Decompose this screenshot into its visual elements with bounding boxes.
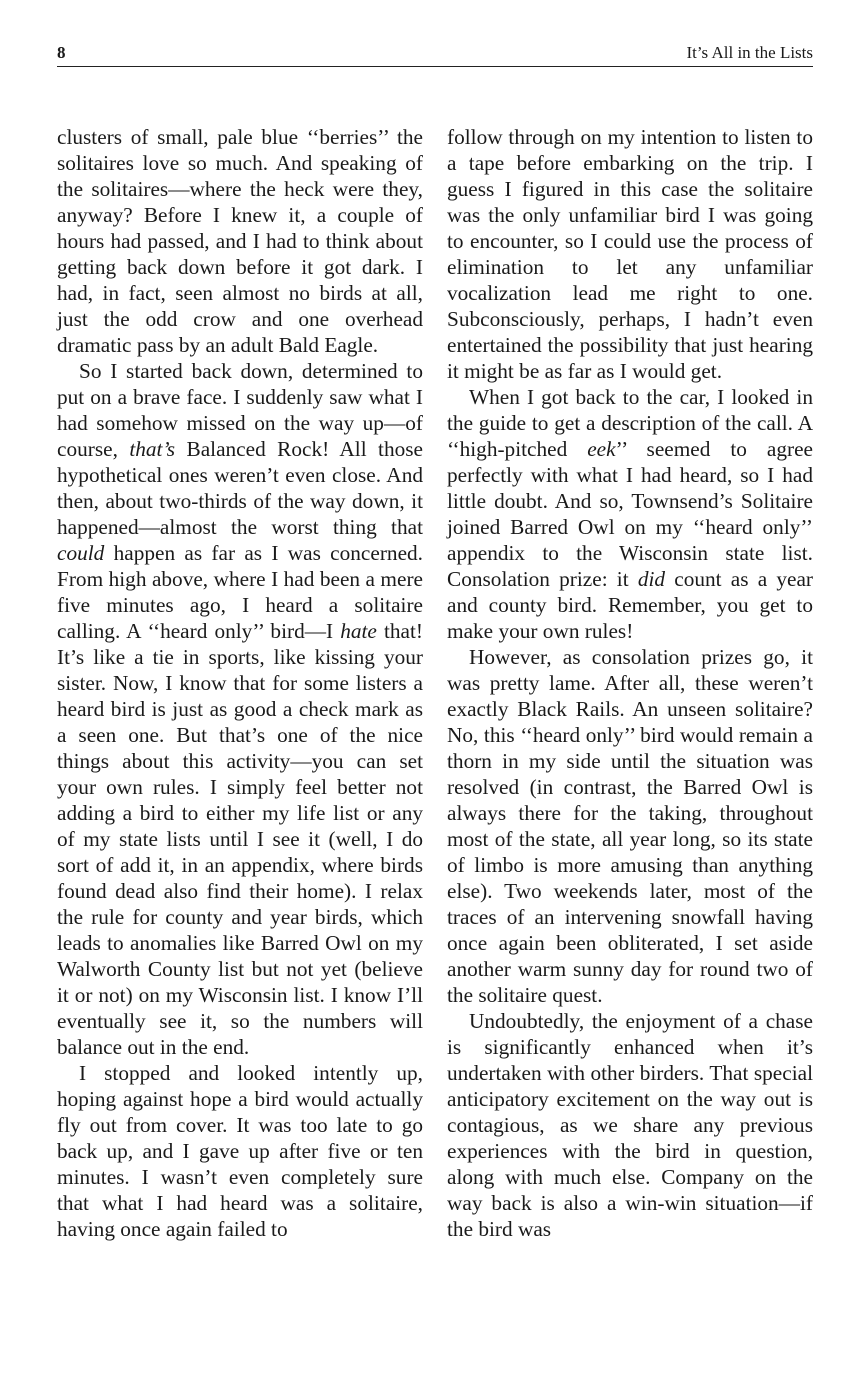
text-run: Undoubtedly, the enjoyment of a chase is significantly enhanced when it’s undertaken with other birders. That special anticipatory excitement on the way out is contagious, as we share any previous experiences with the bird in question, along with much else. Company on the way back is also a win-win situation—if the bird was	[447, 1009, 813, 1241]
continued-paragraph	[447, 124, 813, 384]
left-text-column	[57, 124, 423, 1242]
text-run: ’’ seemed to agree perfectly with what I had heard, so I had little doubt. And so, Townsend’s Solitaire joined Barred Owl on my ‘‘heard only’’ appendix to the Wisconsin state list. Consolation prize: it	[447, 437, 813, 591]
paragraph	[57, 358, 423, 1060]
text-run: I stopped and looked intently up, hoping against hope a bird would actually fly out from cover. It was too late to go back up, and I gave up after five or ten minutes. I wasn’t even completely sure that what I had heard was a solitaire, having once again failed to	[57, 1061, 423, 1241]
continued-paragraph	[57, 124, 423, 358]
text-run: When I got back to the car, I looked in the guide to get a description of the call. A ‘‘high-pitched	[447, 385, 813, 461]
text-run: that! It’s like a tie in sports, like kissing your sister. Now, I know that for some listers a heard bird is just as good a check mark as a seen one. But that’s one of the nice things about this activity—you can set your own rules. I simply feel better not adding a bird to either my life list or any of my state lists until I see it (well, I do sort of add it, in an appendix, where birds found dead also find their home). I relax the rule for county and year birds, which leads to anomalies like Barred Owl on my Walworth County list but not yet (believe it or not) on my Wisconsin list. I know I’ll eventually see it, so the numbers will balance out in the end.	[57, 619, 424, 1059]
italic-text: eek	[587, 437, 616, 461]
paragraph	[57, 1060, 423, 1242]
paragraph	[447, 1008, 813, 1242]
italic-text: could	[57, 541, 105, 565]
paragraph	[447, 644, 813, 1008]
text-run: Balanced Rock! All those hypothetical ones weren’t even close. And then, about two-thirds of the way down, it happened—almost the worst thing that	[57, 437, 423, 539]
text-run: follow through on my intention to listen to a tape before embarking on the trip. I guess I figured in this case the solitaire was the only unfamiliar bird I was going to encounter, so I could use the process of elimination to let any unfamiliar vocalization lead me right to one. Subconsciously, perhaps, I hadn’t even entertained the possibility that just hearing it might be as far as I would get.	[447, 125, 813, 383]
text-run: clusters of small, pale blue ‘‘berries’’ the solitaires love so much. And speaking of the solitaires—where the heck were they, anyway? Before I knew it, a couple of hours had passed, and I had to think about getting back down before it got dark. I had, in fact, seen almost no birds at all, just the odd crow and one overhead dramatic pass by an adult Bald Eagle.	[57, 125, 423, 357]
running-title: It’s All in the Lists	[686, 43, 813, 62]
paragraph	[447, 384, 813, 644]
italic-text: hate	[340, 619, 377, 643]
italic-text: did	[637, 567, 666, 591]
running-header	[57, 40, 813, 67]
text-run: So I started back down, determined to put on a brave face. I suddenly saw what I had somehow missed on the way up—of course,	[57, 359, 423, 461]
text-run: However, as consolation prizes go, it was pretty lame. After all, these weren’t exactly Black Rails. An unseen solitaire? No, this ‘‘heard only’’ bird would remain a thorn in my side until the situation was resolved (in contrast, the Barred Owl is always there for the taking, throughout most of the state, all year long, so its state of limbo is more amusing than anything else). Two weekends later, most of the traces of an intervening snowfall having once again been obliterated, I set aside another warm sunny day for round two of the solitaire quest.	[447, 645, 813, 1007]
text-run: count as a year and county bird. Remember, you get to make your own rules!	[447, 567, 813, 643]
text-run: happen as far as I was concerned. From high above, where I had been a mere five minutes ago, I heard a solitaire calling. A ‘‘heard only’’ bird—I	[57, 541, 423, 643]
right-text-column	[447, 124, 813, 1242]
italic-text: that’s	[129, 437, 176, 461]
page-number: 8	[57, 43, 66, 62]
